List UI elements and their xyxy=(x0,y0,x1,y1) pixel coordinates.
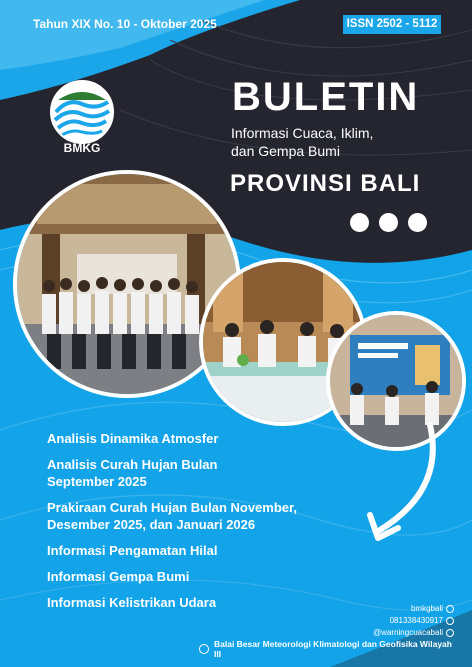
location-icon xyxy=(199,644,209,654)
social-row xyxy=(373,627,454,639)
social-row xyxy=(373,615,454,627)
province-title: PROVINSI BALI xyxy=(230,170,421,197)
dot xyxy=(379,213,398,232)
issn-badge: ISSN 2502 - 5112 xyxy=(343,15,441,34)
social-text: bmkgbali xyxy=(410,604,443,613)
contents-item: Informasi Gempa Bumi xyxy=(47,569,190,584)
subtitle-line: Informasi Cuaca, Iklim, xyxy=(231,125,374,141)
twitter-icon xyxy=(446,629,454,637)
decorative-dots xyxy=(350,213,427,232)
contents-item: Prakiraan Curah Hujan Bulan November, Desember 2025, dan Januari 2026 xyxy=(47,500,297,532)
bulletin-subtitle xyxy=(231,124,373,160)
contents-item: Informasi Pengamatan Hilal xyxy=(47,543,218,558)
logo-text: BMKG xyxy=(63,141,101,155)
contents-item: Analisis Curah Hujan Bulan September 2025 xyxy=(47,457,218,489)
footer-text: Balai Besar Meteorologi Klimatologi dan Geofisika Wilayah III xyxy=(213,639,452,659)
curved-arrow-icon xyxy=(350,420,445,550)
dot xyxy=(408,213,427,232)
contents-item: Informasi Kelistrikan Udara xyxy=(47,595,217,610)
issue-label: Tahun XIX No. 10 - Oktober 2025 xyxy=(33,17,217,31)
social-text: 081338430917 xyxy=(389,616,443,625)
social-text: @warningcuacabali xyxy=(373,628,443,637)
dot xyxy=(350,213,369,232)
contents-list xyxy=(47,430,307,620)
footer-institution xyxy=(199,640,461,658)
instagram-icon xyxy=(446,605,454,613)
bulletin-title: BULETIN xyxy=(232,75,420,119)
contents-item: Analisis Dinamika Atmosfer xyxy=(47,431,219,446)
social-contacts xyxy=(373,603,454,639)
whatsapp-icon xyxy=(446,617,454,625)
social-row xyxy=(373,603,454,615)
subtitle-line: dan Gempa Bumi xyxy=(231,143,340,159)
